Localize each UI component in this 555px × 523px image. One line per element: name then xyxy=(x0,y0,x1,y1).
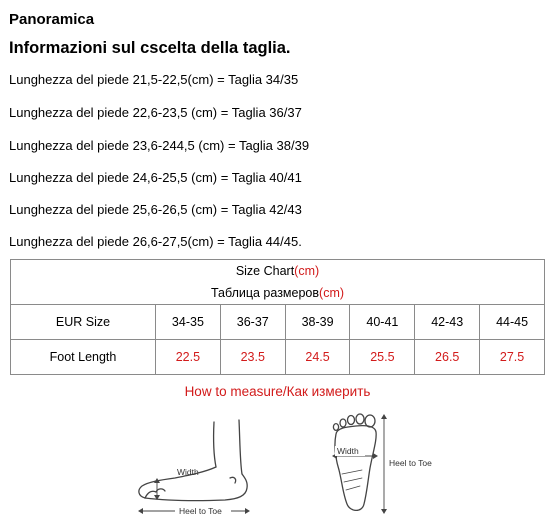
size-chart-table xyxy=(10,259,545,375)
size-line: Lunghezza del piede 22,6-23,5 (cm) = Taglia 36/37 xyxy=(9,105,302,120)
size-cell: 44-45 xyxy=(480,305,545,340)
width-label: Width xyxy=(177,467,199,477)
size-line: Lunghezza del piede 25,6-26,5 (cm) = Taglia 42/43 xyxy=(9,202,302,217)
size-cell: 34-35 xyxy=(156,305,221,340)
heel-to-toe-label: Heel to Toe xyxy=(179,506,222,516)
foot-length-label: Foot Length xyxy=(11,340,156,375)
length-cell: 23.5 xyxy=(220,340,285,375)
foot-side-view-icon xyxy=(130,412,280,518)
heel-to-toe-label: Heel to Toe xyxy=(389,458,432,468)
size-line: Lunghezza del piede 26,6-27,5(cm) = Taglia 44/45. xyxy=(9,234,302,249)
length-cell: 24.5 xyxy=(285,340,350,375)
page-heading: Informazioni sul cscelta della taglia. xyxy=(9,39,291,57)
length-cell: 26.5 xyxy=(415,340,480,375)
length-cell: 22.5 xyxy=(156,340,221,375)
foot-length-row xyxy=(11,340,545,375)
length-cell: 27.5 xyxy=(480,340,545,375)
size-cell: 40-41 xyxy=(350,305,415,340)
foot-sole-view-icon xyxy=(322,412,452,518)
how-to-measure-caption: How to measure/Как измерить xyxy=(184,384,371,399)
eur-size-row xyxy=(11,305,545,340)
size-line: Lunghezza del piede 21,5-22,5(cm) = Taglia 34/35 xyxy=(9,72,299,87)
size-cell: 36-37 xyxy=(220,305,285,340)
size-cell: 42-43 xyxy=(415,305,480,340)
width-label: Width xyxy=(337,446,359,456)
length-cell: 25.5 xyxy=(350,340,415,375)
brand-title: Panoramica xyxy=(9,11,95,28)
size-line: Lunghezza del piede 23,6-244,5 (cm) = Taglia 38/39 xyxy=(9,138,310,153)
size-chart-title: Size Chart(cm) xyxy=(11,260,545,283)
size-cell: 38-39 xyxy=(285,305,350,340)
eur-size-label: EUR Size xyxy=(11,305,156,340)
size-chart-title-ru: Таблица размеров(cm) xyxy=(11,282,545,305)
size-line: Lunghezza del piede 24,6-25,5 (cm) = Taglia 40/41 xyxy=(9,170,302,185)
